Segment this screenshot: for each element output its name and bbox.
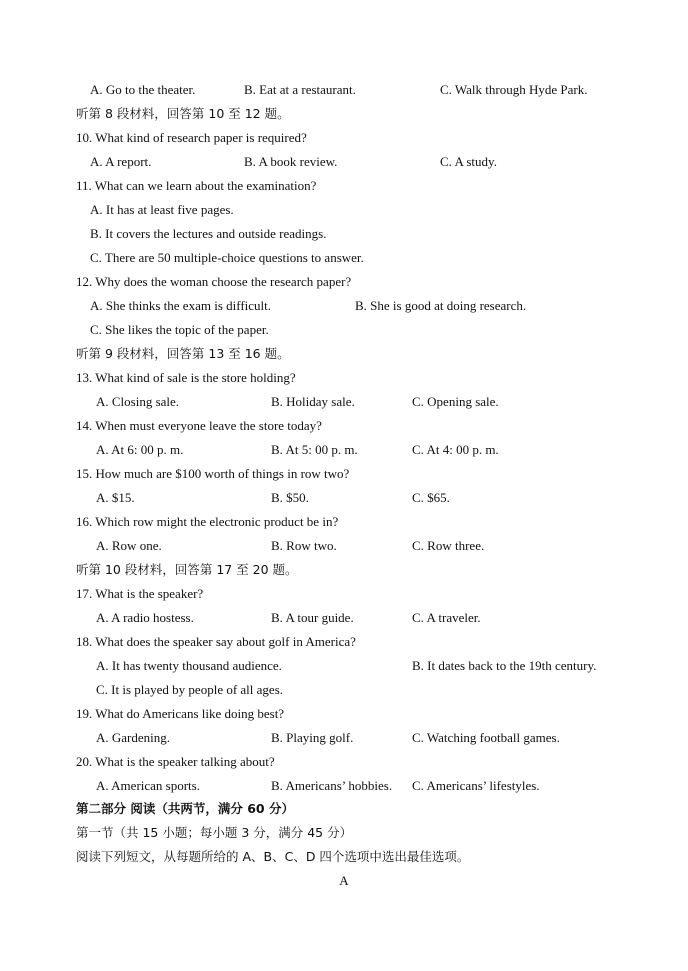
answer-option: C. At 4: 00 p. m. xyxy=(412,442,499,457)
question-text-label: 20. What is the speaker talking about? xyxy=(76,754,275,769)
answer-option: A. At 6: 00 p. m. xyxy=(96,442,184,457)
answer-option: B. She is good at doing research. xyxy=(355,298,527,313)
answer-option: B. $50. xyxy=(271,490,309,505)
answer-option: C. A study. xyxy=(440,154,497,169)
answer-option: C. There are 50 multiple-choice questions to answer. xyxy=(90,250,364,265)
answer-option: C. Americans’ lifestyles. xyxy=(412,778,540,793)
answer-option: A. It has twenty thousand audience. xyxy=(96,658,282,673)
question-text-label: 16. Which row might the electronic product be in? xyxy=(76,514,339,529)
answer-option: A. It has at least five pages. xyxy=(90,202,234,217)
answer-option: B. It covers the lectures and outside readings. xyxy=(90,226,327,241)
question-text xyxy=(76,704,284,724)
section-instruction xyxy=(76,823,352,843)
question-text-label: 15. How much are $100 worth of things in row two? xyxy=(76,466,350,481)
question-text-label: 12. Why does the woman choose the research paper? xyxy=(76,274,352,289)
answer-option: A. She thinks the exam is difficult. xyxy=(90,298,272,313)
answer-option: A. Closing sale. xyxy=(96,394,180,409)
part-heading xyxy=(76,799,294,819)
question-text xyxy=(76,464,349,484)
answer-option: C. Walk through Hyde Park. xyxy=(440,82,588,97)
answer-option: C. Watching football games. xyxy=(412,730,560,745)
answer-option: A. A report. xyxy=(90,154,152,169)
question-text xyxy=(76,368,296,388)
answer-option: B. Americans’ hobbies. xyxy=(271,778,393,793)
question-text-label: 11. What can we learn about the examination? xyxy=(76,178,317,193)
answer-option: B. A book review. xyxy=(244,154,338,169)
answer-option: B. Holiday sale. xyxy=(271,394,355,409)
answer-option: C. A traveler. xyxy=(412,610,481,625)
question-text-label: 19. What do Americans like doing best? xyxy=(76,706,285,721)
answer-option: A. A radio hostess. xyxy=(96,610,194,625)
question-text xyxy=(76,752,275,772)
section-instruction xyxy=(76,344,290,364)
section-instruction-label: 听第 9 段材料，回答第 13 至 16 题。 xyxy=(76,346,290,361)
answer-option: B. Row two. xyxy=(271,538,337,553)
answer-option: A. Go to the theater. xyxy=(90,82,196,97)
part-heading-label: 第二部分 阅读（共两节，满分 60 分） xyxy=(76,801,294,816)
answer-option: C. It is played by people of all ages. xyxy=(96,682,284,697)
question-text xyxy=(76,176,316,196)
question-text-label: 17. What is the speaker? xyxy=(76,586,204,601)
question-text xyxy=(76,416,322,436)
answer-option: B. A tour guide. xyxy=(271,610,354,625)
question-text xyxy=(76,632,356,652)
answer-option: C. $65. xyxy=(412,490,450,505)
question-text-label: 14. When must everyone leave the store today? xyxy=(76,418,322,433)
section-instruction-label: 听第 10 段材料，回答第 17 至 20 题。 xyxy=(76,562,298,577)
question-text xyxy=(76,128,307,148)
answer-option: C. She likes the topic of the paper. xyxy=(90,322,269,337)
answer-option: B. It dates back to the 19th century. xyxy=(412,658,597,673)
section-instruction-label: 听第 8 段材料，回答第 10 至 12 题。 xyxy=(76,106,290,121)
answer-option: B. Playing golf. xyxy=(271,730,354,745)
answer-option: A. $15. xyxy=(96,490,135,505)
answer-option: A. Gardening. xyxy=(96,730,171,745)
question-text-label: 10. What kind of research paper is required? xyxy=(76,130,307,145)
answer-option: A. American sports. xyxy=(96,778,200,793)
answer-option: B. At 5: 00 p. m. xyxy=(271,442,358,457)
question-text xyxy=(76,584,203,604)
question-text-label: 18. What does the speaker say about golf in America? xyxy=(76,634,356,649)
section-instruction xyxy=(76,104,290,124)
answer-option: C. Row three. xyxy=(412,538,485,553)
answer-option: C. Opening sale. xyxy=(412,394,499,409)
question-text xyxy=(76,512,338,532)
answer-option: A. Row one. xyxy=(96,538,162,553)
question-text-label: 13. What kind of sale is the store holding? xyxy=(76,370,296,385)
section-instruction xyxy=(76,560,298,580)
answer-option: B. Eat at a restaurant. xyxy=(244,82,356,97)
passage-label-label: A xyxy=(339,873,349,888)
section-instruction-label: 阅读下列短文，从每题所给的 A、B、C、D 四个选项中选出最佳选项。 xyxy=(76,849,470,864)
section-instruction xyxy=(76,847,469,867)
section-instruction-label: 第一节（共 15 小题；每小题 3 分，满分 45 分） xyxy=(76,825,353,840)
passage-label xyxy=(0,871,688,891)
question-text xyxy=(76,272,351,292)
